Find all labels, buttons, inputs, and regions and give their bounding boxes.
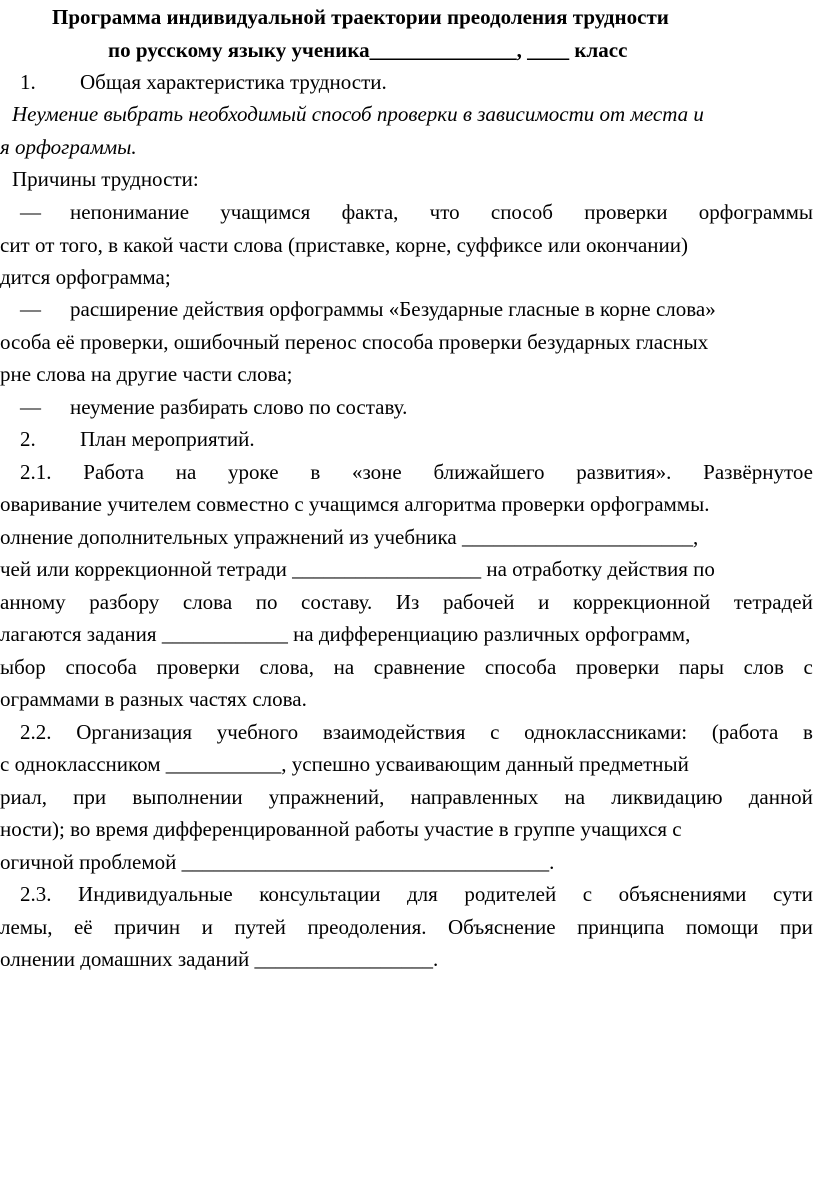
p21-line1 xyxy=(20,459,813,485)
p23-line1 xyxy=(20,881,813,907)
justified-word: слова, xyxy=(259,655,314,679)
justified-word: с xyxy=(490,720,500,744)
p23-line2 xyxy=(0,914,813,940)
justified-word: (работа xyxy=(711,720,779,744)
justified-word: тетрадей xyxy=(733,590,813,614)
justified-word: лемы, xyxy=(0,915,53,939)
justified-word: сравнение xyxy=(373,655,466,679)
justified-word: учебного xyxy=(216,720,299,744)
justified-word: ликвидацию xyxy=(611,785,723,809)
bullet2-line2: особа её проверки, ошибочный перенос способа проверки безударных гласных xyxy=(0,330,709,354)
justified-word: на xyxy=(564,785,586,809)
justified-word: и xyxy=(201,915,213,939)
justified-word: учащимся xyxy=(220,200,311,224)
p21-line7 xyxy=(0,654,813,680)
p21-line3: олнение дополнительных упражнений из учебника ______________________, xyxy=(0,525,699,549)
justified-word: причин xyxy=(114,915,181,939)
justified-word: помощи xyxy=(685,915,759,939)
bullet2-line1: расширение действия орфограммы «Безударные гласные в корне слова» xyxy=(70,297,716,321)
justified-word: способ xyxy=(490,200,553,224)
causes-heading: Причины трудности: xyxy=(12,167,199,191)
justified-word: проверки xyxy=(156,655,240,679)
justified-word: «зоне xyxy=(352,460,402,484)
p22-line3 xyxy=(0,784,813,810)
justified-word: непонимание xyxy=(70,200,190,224)
p23-line3: олнении домашних заданий _________________. xyxy=(0,947,439,971)
justified-word: слова xyxy=(182,590,233,614)
justified-word: Объяснение xyxy=(448,915,556,939)
justified-word: взаимодействия xyxy=(322,720,466,744)
justified-word: анному xyxy=(0,590,66,614)
difficulty-description-line1: Неумение выбрать необходимый способ проверки в зависимости от места и xyxy=(12,102,704,126)
doc-title-line2: по русскому языку ученика______________, ____ класс xyxy=(108,38,628,62)
p21-line6: лагаются задания ____________ на дифференциацию различных орфограмм, xyxy=(0,622,691,646)
justified-word: объяснениями xyxy=(618,882,747,906)
justified-word: 2.3. xyxy=(20,882,52,906)
justified-word: с xyxy=(582,882,593,906)
justified-word: при xyxy=(73,785,107,809)
p22-line4: ности); во время дифференцированной работы участие в группе учащихся с xyxy=(0,817,682,841)
justified-word: упражнений, xyxy=(268,785,385,809)
justified-word: проверки xyxy=(575,655,660,679)
justified-word: факта, xyxy=(341,200,399,224)
justified-word: слов xyxy=(743,655,784,679)
justified-word: одноклассниками: xyxy=(524,720,688,744)
p21-line8: ограммами в разных частях слова. xyxy=(0,687,307,711)
justified-word: Индивидуальные xyxy=(78,882,233,906)
justified-word: родителей xyxy=(464,882,557,906)
justified-word: выполнении xyxy=(132,785,243,809)
justified-word: ыбор xyxy=(0,655,46,679)
justified-word: способа xyxy=(484,655,557,679)
section1-number: 1. xyxy=(20,70,36,94)
justified-word: направленных xyxy=(410,785,539,809)
p21-line5 xyxy=(0,589,813,615)
p22-line5: огичной проблемой ___________________________________. xyxy=(0,850,555,874)
justified-word: риал, xyxy=(0,785,47,809)
justified-word: коррекционной xyxy=(572,590,711,614)
justified-word: и xyxy=(538,590,550,614)
justified-word: Развёрнутое xyxy=(703,460,813,484)
difficulty-description-line2: я орфограммы. xyxy=(0,135,137,159)
justified-word: на xyxy=(175,460,197,484)
justified-word: 2.1. xyxy=(20,460,52,484)
justified-word: для xyxy=(407,882,438,906)
section1-heading: Общая характеристика трудности. xyxy=(80,70,387,94)
justified-word: что xyxy=(429,200,460,224)
justified-word: уроке xyxy=(228,460,279,484)
p21-line2: оваривание учителем совместно с учащимся алгоритма проверки орфограммы. xyxy=(0,492,710,516)
justified-word: Организация xyxy=(76,720,193,744)
justified-word: принципа xyxy=(577,915,665,939)
justified-word: орфограммы xyxy=(698,200,813,224)
justified-word: развития». xyxy=(576,460,672,484)
justified-word: консультации xyxy=(259,882,381,906)
justified-word: проверки xyxy=(584,200,668,224)
bullet1-line2: сит от того, в какой части слова (приставке, корне, суффиксе или окончании) xyxy=(0,233,689,257)
justified-word: при xyxy=(779,915,813,939)
justified-word: данной xyxy=(748,785,813,809)
justified-word: Из xyxy=(395,590,420,614)
doc-title-line1: Программа индивидуальной траектории преодоления трудности xyxy=(52,5,669,29)
justified-word: преодоления. xyxy=(307,915,427,939)
justified-word: рабочей xyxy=(442,590,515,614)
bullet3-line1: неумение разбирать слово по составу. xyxy=(70,395,408,419)
p22-line1 xyxy=(20,719,813,745)
justified-word: сути xyxy=(772,882,813,906)
justified-word: в xyxy=(310,460,321,484)
bullet2-dash: — xyxy=(20,297,41,321)
bullet3-dash: — xyxy=(20,395,41,419)
justified-word: по xyxy=(255,590,278,614)
section2-heading: План мероприятий. xyxy=(80,427,255,451)
bullet1-line1 xyxy=(70,199,813,225)
justified-word: Работа xyxy=(83,460,144,484)
bullet1-dash: — xyxy=(20,200,41,224)
justified-word: с xyxy=(803,655,813,679)
justified-word: путей xyxy=(234,915,286,939)
p21-line4: чей или коррекционной тетради __________________ на отработку действия по xyxy=(0,557,715,581)
justified-word: способа xyxy=(65,655,137,679)
bullet2-line3: рне слова на другие части слова; xyxy=(0,362,293,386)
justified-word: пары xyxy=(678,655,725,679)
justified-word: 2.2. xyxy=(20,720,52,744)
justified-word: в xyxy=(803,720,813,744)
bullet1-line3: дится орфограмма; xyxy=(0,265,171,289)
section2-number: 2. xyxy=(20,427,36,451)
justified-word: на xyxy=(333,655,355,679)
justified-word: составу. xyxy=(301,590,373,614)
justified-word: ближайшего xyxy=(433,460,545,484)
justified-word: разбору xyxy=(89,590,160,614)
justified-word: её xyxy=(73,915,93,939)
p22-line2: с одноклассником ___________, успешно усваивающим данный предметный xyxy=(0,752,689,776)
